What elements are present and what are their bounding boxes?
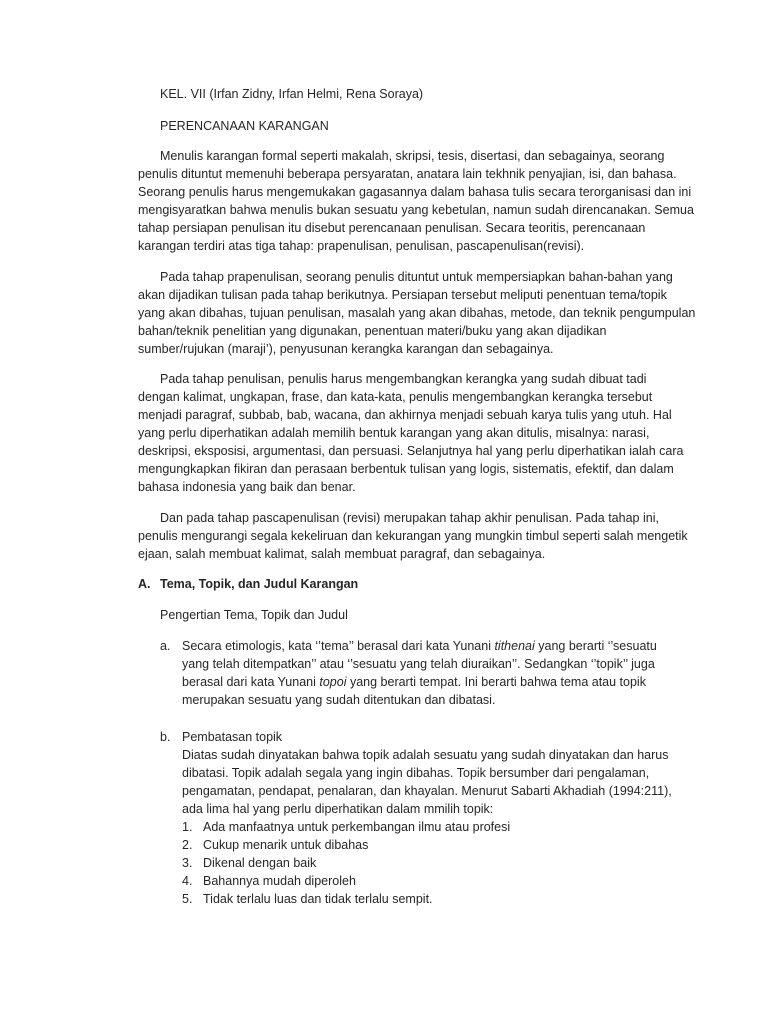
list-item: Bahannya mudah diperoleh xyxy=(203,874,356,888)
paragraph-line: dengan kalimat, ungkapan, frase, dan kata-kata, penulis mengembangkan kerangka tersebut xyxy=(138,390,653,404)
section-subtitle: Pengertian Tema, Topik dan Judul xyxy=(160,608,348,622)
list-number: 5. xyxy=(182,892,193,906)
paragraph-line: penulis dituntut memenuhi beberapa persyaratan, anatara lain tekhnik penyajian, isi, dan bahasa. xyxy=(138,167,677,181)
paragraph-line: menjadi paragraf, subbab, bab, wacana, dan akhirnya menjadi sebuah karya tulis yang utuh. Hal xyxy=(138,408,672,422)
section-a-label: A. xyxy=(138,577,151,591)
paragraph-line: Menulis karangan formal seperti makalah, skripsi, tesis, disertasi, dan sebagainya, seorang xyxy=(160,149,665,163)
list-number: 3. xyxy=(182,856,193,870)
item-a-line: yang telah ditempatkan’’ atau ‘’sesuatu yang telah diuraikan’’. Sedangkan ‘’topik’’ juga xyxy=(182,657,655,671)
group-header: KEL. VII (Irfan Zidny, Irfan Helmi, Rena Soraya) xyxy=(160,87,424,101)
paragraph-line: Seorang penulis harus mengemukakan gagasannya dalam bahasa tulis secara terorganisasi dan ini xyxy=(138,185,692,199)
italic-term: tithenai xyxy=(494,639,535,653)
list-number: 1. xyxy=(182,820,193,834)
item-b-line: Diatas sudah dinyatakan bahwa topik adalah sesuatu yang sudah dinyatakan dan harus xyxy=(182,748,669,762)
item-a-label: a. xyxy=(160,639,171,653)
item-b-title: Pembatasan topik xyxy=(182,730,283,744)
paragraph-line: akan dijadikan tulisan pada tahap berikutnya. Persiapan tersebut meliputi penentuan tema/topik xyxy=(138,288,667,302)
paragraph-line: yang perlu diperhatikan adalah memilih bentuk karangan yang akan ditulis, misalnya: narasi, xyxy=(138,426,650,440)
paragraph-line: Pada tahap prapenulisan, seorang penulis dituntut untuk mempersiapkan bahan-bahan yang xyxy=(160,270,673,284)
paragraph-line: bahasa indonesia yang baik dan benar. xyxy=(138,480,356,494)
paragraph-line: ejaan, salah membuat kalimat, salah membuat paragraf, dan sebagainya. xyxy=(138,547,546,561)
paragraph-line: tahap persiapan penulisan itu disebut perencanaan penulisan. Secara teoritis, perencanaan xyxy=(138,221,646,235)
list-item: Cukup menarik untuk dibahas xyxy=(203,838,369,852)
paragraph-line: Dan pada tahap pascapenulisan (revisi) merupakan tahap akhir penulisan. Pada tahap ini, xyxy=(160,511,659,525)
paragraph-line: sumber/rujukan (maraji’), penyusunan kerangka karangan dan sebagainya. xyxy=(138,342,554,356)
paragraph-line: bahan/teknik penelitian yang digunakan, penentuan materi/buku yang akan dijadikan xyxy=(138,324,607,338)
item-b-label: b. xyxy=(160,730,171,744)
item-a-line: merupakan sesuatu yang sudah ditentukan dan dibatasi. xyxy=(182,693,496,707)
item-b-line: ada lima hal yang perlu diperhatikan dalam mmilih topik: xyxy=(182,802,494,816)
paragraph-line: mengisyaratkan bahwa menulis bukan sesuatu yang kebetulan, namun sudah direncanakan. Semua xyxy=(138,203,694,217)
document-title: PERENCANAAN KARANGAN xyxy=(160,119,329,133)
list-item: Ada manfaatnya untuk perkembangan ilmu atau profesi xyxy=(203,820,511,834)
paragraph-line: penulis mengurangi segala kekeliruan dan kekurangan yang mungkin timbul seperti salah mengetik xyxy=(138,529,688,543)
paragraph-line: karangan terdiri atas tiga tahap: prapenulisan, penulisan, pascapenulisan(revisi). xyxy=(138,239,585,253)
italic-term: topoi xyxy=(319,675,347,689)
list-item: Dikenal dengan baik xyxy=(203,856,317,870)
paragraph-line: Pada tahap penulisan, penulis harus mengembangkan kerangka yang sudah dibuat tadi xyxy=(160,372,647,386)
list-number: 4. xyxy=(182,874,193,888)
section-a-heading: Tema, Topik, dan Judul Karangan xyxy=(160,577,359,591)
item-a-line: Secara etimologis, kata ‘’tema’’ berasal dari kata Yunani tithenai yang berarti ‘’sesuatu xyxy=(182,639,657,653)
paragraph-line: yang akan dibahas, tujuan penulisan, masalah yang akan dibahas, metode, dan teknik pengumpulan xyxy=(138,306,696,320)
paragraph-line: deskripsi, eksposisi, argumentasi, dan persuasi. Selanjutnya hal yang perlu diperhatikan ialah cara xyxy=(138,444,684,458)
list-number: 2. xyxy=(182,838,193,852)
list-item: Tidak terlalu luas dan tidak terlalu sempit. xyxy=(203,892,433,906)
item-b-line: pengamatan, pendapat, penalaran, dan khayalan. Menurut Sabarti Akhadiah (1994:211), xyxy=(182,784,672,798)
paragraph-line: mengungkapkan fikiran dan perasaan berbentuk tulisan yang logis, sistematis, efektif, dan dalam xyxy=(138,462,674,476)
item-a-line: berasal dari kata Yunani topoi yang berarti tempat. Ini berarti bahwa tema atau topik xyxy=(182,675,646,689)
item-b-line: dibatasi. Topik adalah segala yang ingin dibahas. Topik bersumber dari pengalaman, xyxy=(182,766,650,780)
